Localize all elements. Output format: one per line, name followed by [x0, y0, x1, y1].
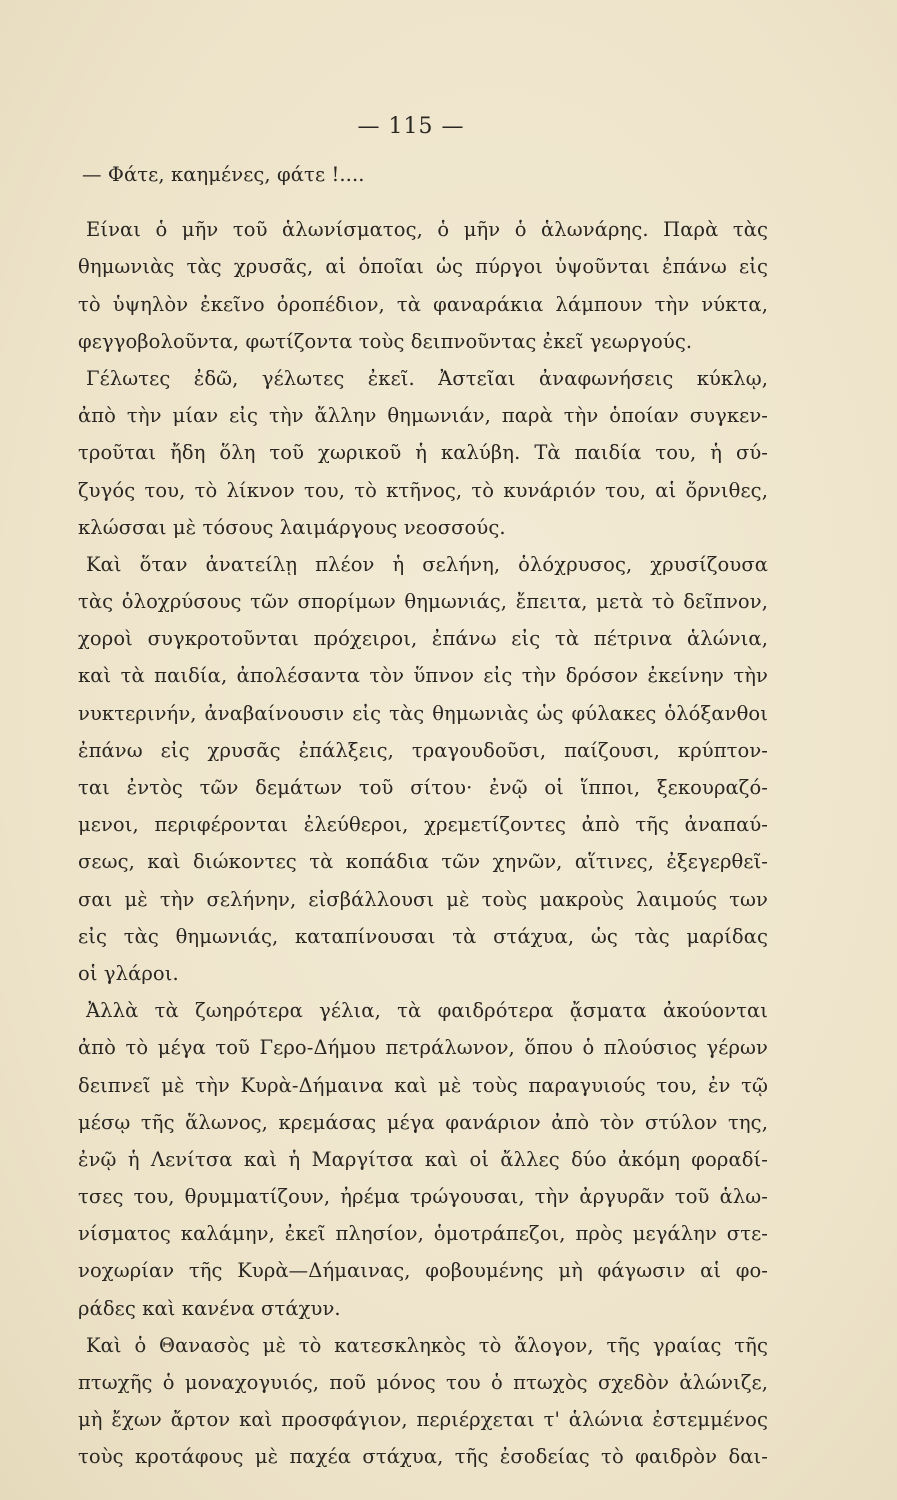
text-line: σαι μὲ τὴν σελήνην, εἰσβάλλουσι μὲ τοὺς μακροὺς λαιμούς των [78, 887, 768, 911]
text-line: ράδες καὶ κανένα στάχυν. [78, 1296, 341, 1320]
text-line: μὴ ἔχων ἄρτον καὶ προσφάγιον, περιέρχεται τ' ἁλώνια ἐστεμμένος [78, 1408, 768, 1432]
text-line: — Φάτε, καημένες, φάτε !.... [82, 163, 365, 186]
text-line: τοὺς κροτάφους μὲ παχέα στάχυα, τῆς ἐσοδείας τὸ φαιδρὸν δαι- [78, 1445, 768, 1469]
text-line: δειπνεῖ μὲ τὴν Κυρὰ-Δήμαινα καὶ μὲ τοὺς παραγυιούς του, ἐν τῷ [78, 1073, 768, 1097]
text-line: μέσῳ τῆς ἅλωνος, κρεμάσας μέγα φανάριον ἀπὸ τὸν στύλον της, [78, 1110, 768, 1134]
text-line: Ἀλλὰ τὰ ζωηρότερα γέλια, τὰ φαιδρότερα ᾄσματα ἀκούονται [86, 999, 768, 1023]
text-line: νοχωρίαν τῆς Κυρὰ—Δήμαινας, φοβουμένης μὴ φάγωσιν αἱ φο- [78, 1259, 768, 1283]
text-line: ται ἐντὸς τῶν δεμάτων τοῦ σίτου· ἐνῷ οἱ ἵπποι, ξεκουραζό- [78, 776, 768, 799]
text-line: ἐπάνω εἰς χρυσᾶς ἐπάλξεις, τραγουδοῦσι, παίζουσι, κρύπτον- [78, 738, 768, 762]
text-line: εἰς τὰς θημωνιάς, καταπίνουσαι τὰ στάχυα, ὡς τὰς μαρίδας [78, 924, 768, 948]
text-line: νυκτερινήν, ἀναβαίνουσιν εἰς τὰς θημωνιὰς ὡς φύλακες ὁλόξανθοι [78, 701, 768, 725]
text-line: ἀπὸ τὴν μίαν εἰς τὴν ἄλλην θημωνιάν, παρὰ τὴν ὁποίαν συγκεν- [78, 404, 768, 428]
text-line: καὶ τὰ παιδία, ἀπολέσαντα τὸν ὕπνον εἰς τὴν δρόσον ἐκείνην τὴν [78, 664, 768, 688]
text-line: οἱ γλάροι. [78, 961, 179, 985]
text-line: σεως, καὶ διώκοντες τὰ κοπάδια τῶν χηνῶν, αἵτινες, ἐξεγερθεῖ- [78, 850, 768, 874]
text-line: τροῦται ἤδη ὅλη τοῦ χωρικοῦ ἡ καλύβη. Τὰ παιδία του, ἡ σύ- [78, 441, 768, 465]
page-number: — 115 — [357, 114, 465, 139]
text-line: ἐνῷ ἡ Λενίτσα καὶ ἡ Μαργίτσα καὶ οἱ ἄλλες δύο ἀκόμη φοραδί- [78, 1147, 768, 1171]
text-line: Καὶ ὁ Θανασὸς μὲ τὸ κατεσκληκὸς τὸ ἄλογον, τῆς γραίας τῆς [86, 1333, 768, 1357]
text-line: Είναι ὁ μῆν τοῦ ἁλωνίσματος, ὁ μῆν ὁ ἁλωνάρης. Παρὰ τὰς [86, 218, 768, 242]
text-line: Καὶ ὅταν ἀνατείλῃ πλέον ἡ σελήνη, ὁλόχρυσος, χρυσίζουσα [86, 552, 768, 576]
text-line: νίσματος καλάμην, ἐκεῖ πλησίον, ὁμοτράπεζοι, πρὸς μεγάλην στε- [78, 1222, 768, 1246]
body-text [78, 156, 768, 1476]
text-line: φεγγοβολοῦντα, φωτίζοντα τοὺς δειπνοῦντας ἐκεῖ γεωργούς. [78, 329, 693, 353]
text-line: τὸ ὑψηλὸν ἐκεῖνο ὀροπέδιον, τὰ φαναράκια λάμπουν τὴν νύκτα, [78, 292, 768, 316]
text-line: χοροὶ συγκροτοῦνται πρόχειροι, ἐπάνω εἰς τὰ πέτρινα ἁλώνια, [78, 627, 768, 651]
paragraph-spacer [78, 193, 768, 211]
text-line: τσες του, θρυμματίζουν, ἠρέμα τρώγουσαι, τὴν ἀργυρᾶν τοῦ ἁλω- [78, 1185, 768, 1209]
text-line: ζυγός του, τὸ λίκνον του, τὸ κτῆνος, τὸ κυνάριόν του, αἱ ὄρνιθες, [78, 478, 768, 502]
text-line: Γέλωτες ἐδῶ, γέλωτες ἐκεῖ. Ἀστεῖαι ἀναφωνήσεις κύκλῳ, [86, 366, 768, 390]
text-line: ἀπὸ τὸ μέγα τοῦ Γερο-Δήμου πετράλωνον, ὅπου ὁ πλούσιος γέρων [78, 1036, 768, 1060]
text-line: πτωχῆς ὁ μοναχογυιός, ποῦ μόνος του ὁ πτωχὸς σχεδὸν ἀλώνιζε, [78, 1371, 768, 1394]
text-line: τὰς ὁλοχρύσους τῶν σπορίμων θημωνιάς, ἔπειτα, μετὰ τὸ δεῖπνον, [78, 590, 768, 614]
text-line: κλώσσαι μὲ τόσους λαιμάργους νεοσσούς. [78, 515, 506, 539]
text-line: μενοι, περιφέρονται ἐλεύθεροι, χρεμετίζοντες ἀπὸ τῆς ἀναπαύ- [78, 813, 768, 837]
text-line: θημωνιὰς τὰς χρυσᾶς, αἱ ὁποῖαι ὡς πύργοι ὑψοῦνται ἐπάνω εἰς [78, 255, 768, 279]
